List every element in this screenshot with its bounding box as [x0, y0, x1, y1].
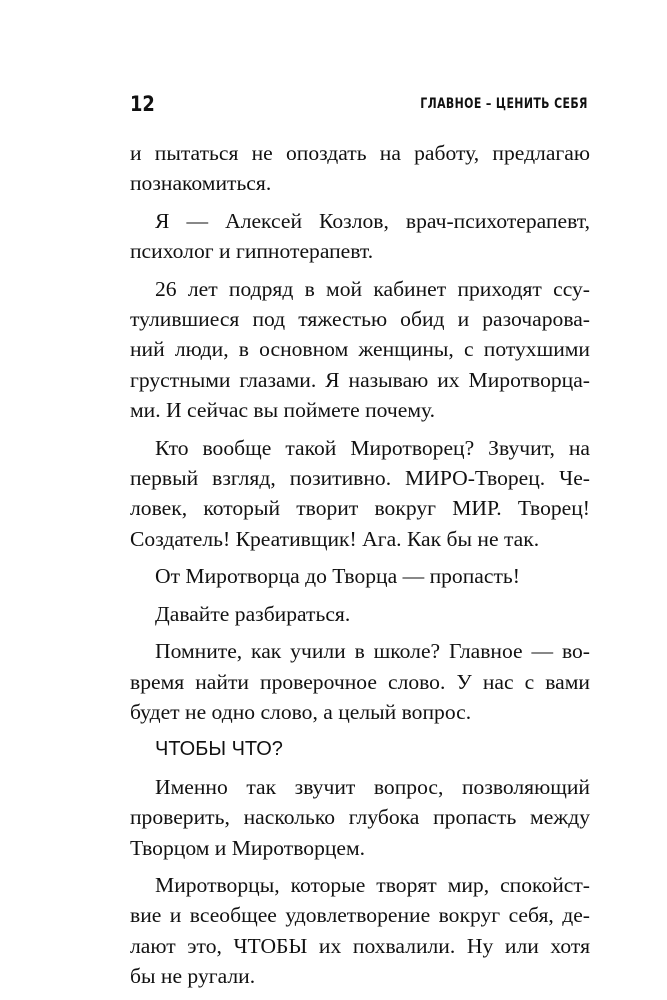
running-title: ГЛАВНОЕ – ЦЕНИТЬ СЕБЯ — [420, 96, 588, 112]
body-text — [130, 138, 590, 999]
text-line: Создатель! Креативщик! Ага. Как бы не так. — [130, 526, 540, 551]
paragraph — [130, 870, 590, 992]
text-line: ми. И сейчас вы поймете почему. — [130, 398, 436, 423]
page-number: 12 — [130, 92, 155, 116]
text-line: бы не ругали. — [130, 964, 256, 989]
paragraph — [130, 138, 590, 199]
text-line: Творцом и Миротворцем. — [130, 835, 366, 860]
text-line: познакомиться. — [130, 171, 272, 196]
paragraph — [130, 734, 590, 764]
text-line: проверить, насколько глубока пропасть между — [130, 805, 590, 830]
text-line: первый взгляд, позитивно. МИРО-Творец. Че- — [130, 466, 590, 491]
text-line: Давайте разбираться. — [155, 601, 351, 626]
paragraph — [130, 433, 590, 555]
paragraph — [130, 206, 590, 267]
text-line: тулившиеся под тяжестью обид и разочарова- — [130, 307, 590, 332]
text-line: Миротворцы, которые творят мир, спокойст- — [155, 872, 590, 897]
paragraph — [130, 599, 590, 629]
paragraph — [130, 274, 590, 426]
text-line: Именно так звучит вопрос, позволяющий — [155, 774, 590, 799]
text-line: ЧТОБЫ ЧТО? — [155, 738, 283, 761]
page-header — [120, 92, 596, 122]
text-line: будет не одно слово, а целый вопрос. — [130, 699, 472, 724]
text-line: вие и всеобщее удовлетворение вокруг себя, де- — [130, 903, 590, 928]
text-line: ний люди, в основном женщины, с потухшими — [130, 337, 590, 362]
paragraph — [130, 772, 590, 863]
text-line: и пытаться не опоздать на работу, предлагаю — [130, 141, 590, 165]
text-line: Кто вообще такой Миротворец? Звучит, на — [155, 435, 590, 460]
text-line: От Миротворца до Творца — пропасть! — [155, 564, 520, 589]
text-line: грустными глазами. Я называю их Миротворца- — [130, 367, 590, 392]
paragraph — [130, 636, 590, 727]
text-line: время найти проверочное слово. У нас с вами — [130, 669, 590, 694]
text-line: Помните, как учили в школе? Главное — во- — [155, 639, 590, 664]
text-line: ловек, который творит вокруг МИР. Творец! — [130, 496, 590, 521]
text-line: лают это, ЧТОБЫ их похвалили. Ну или хотя — [130, 933, 590, 958]
text-line: психолог и гипнотерапевт. — [130, 239, 374, 264]
text-line: 26 лет подряд в мой кабинет приходят ссу- — [155, 276, 590, 301]
text-line: Я — Алексей Козлов, врач-психотерапевт, — [155, 208, 590, 233]
paragraph — [130, 561, 590, 591]
